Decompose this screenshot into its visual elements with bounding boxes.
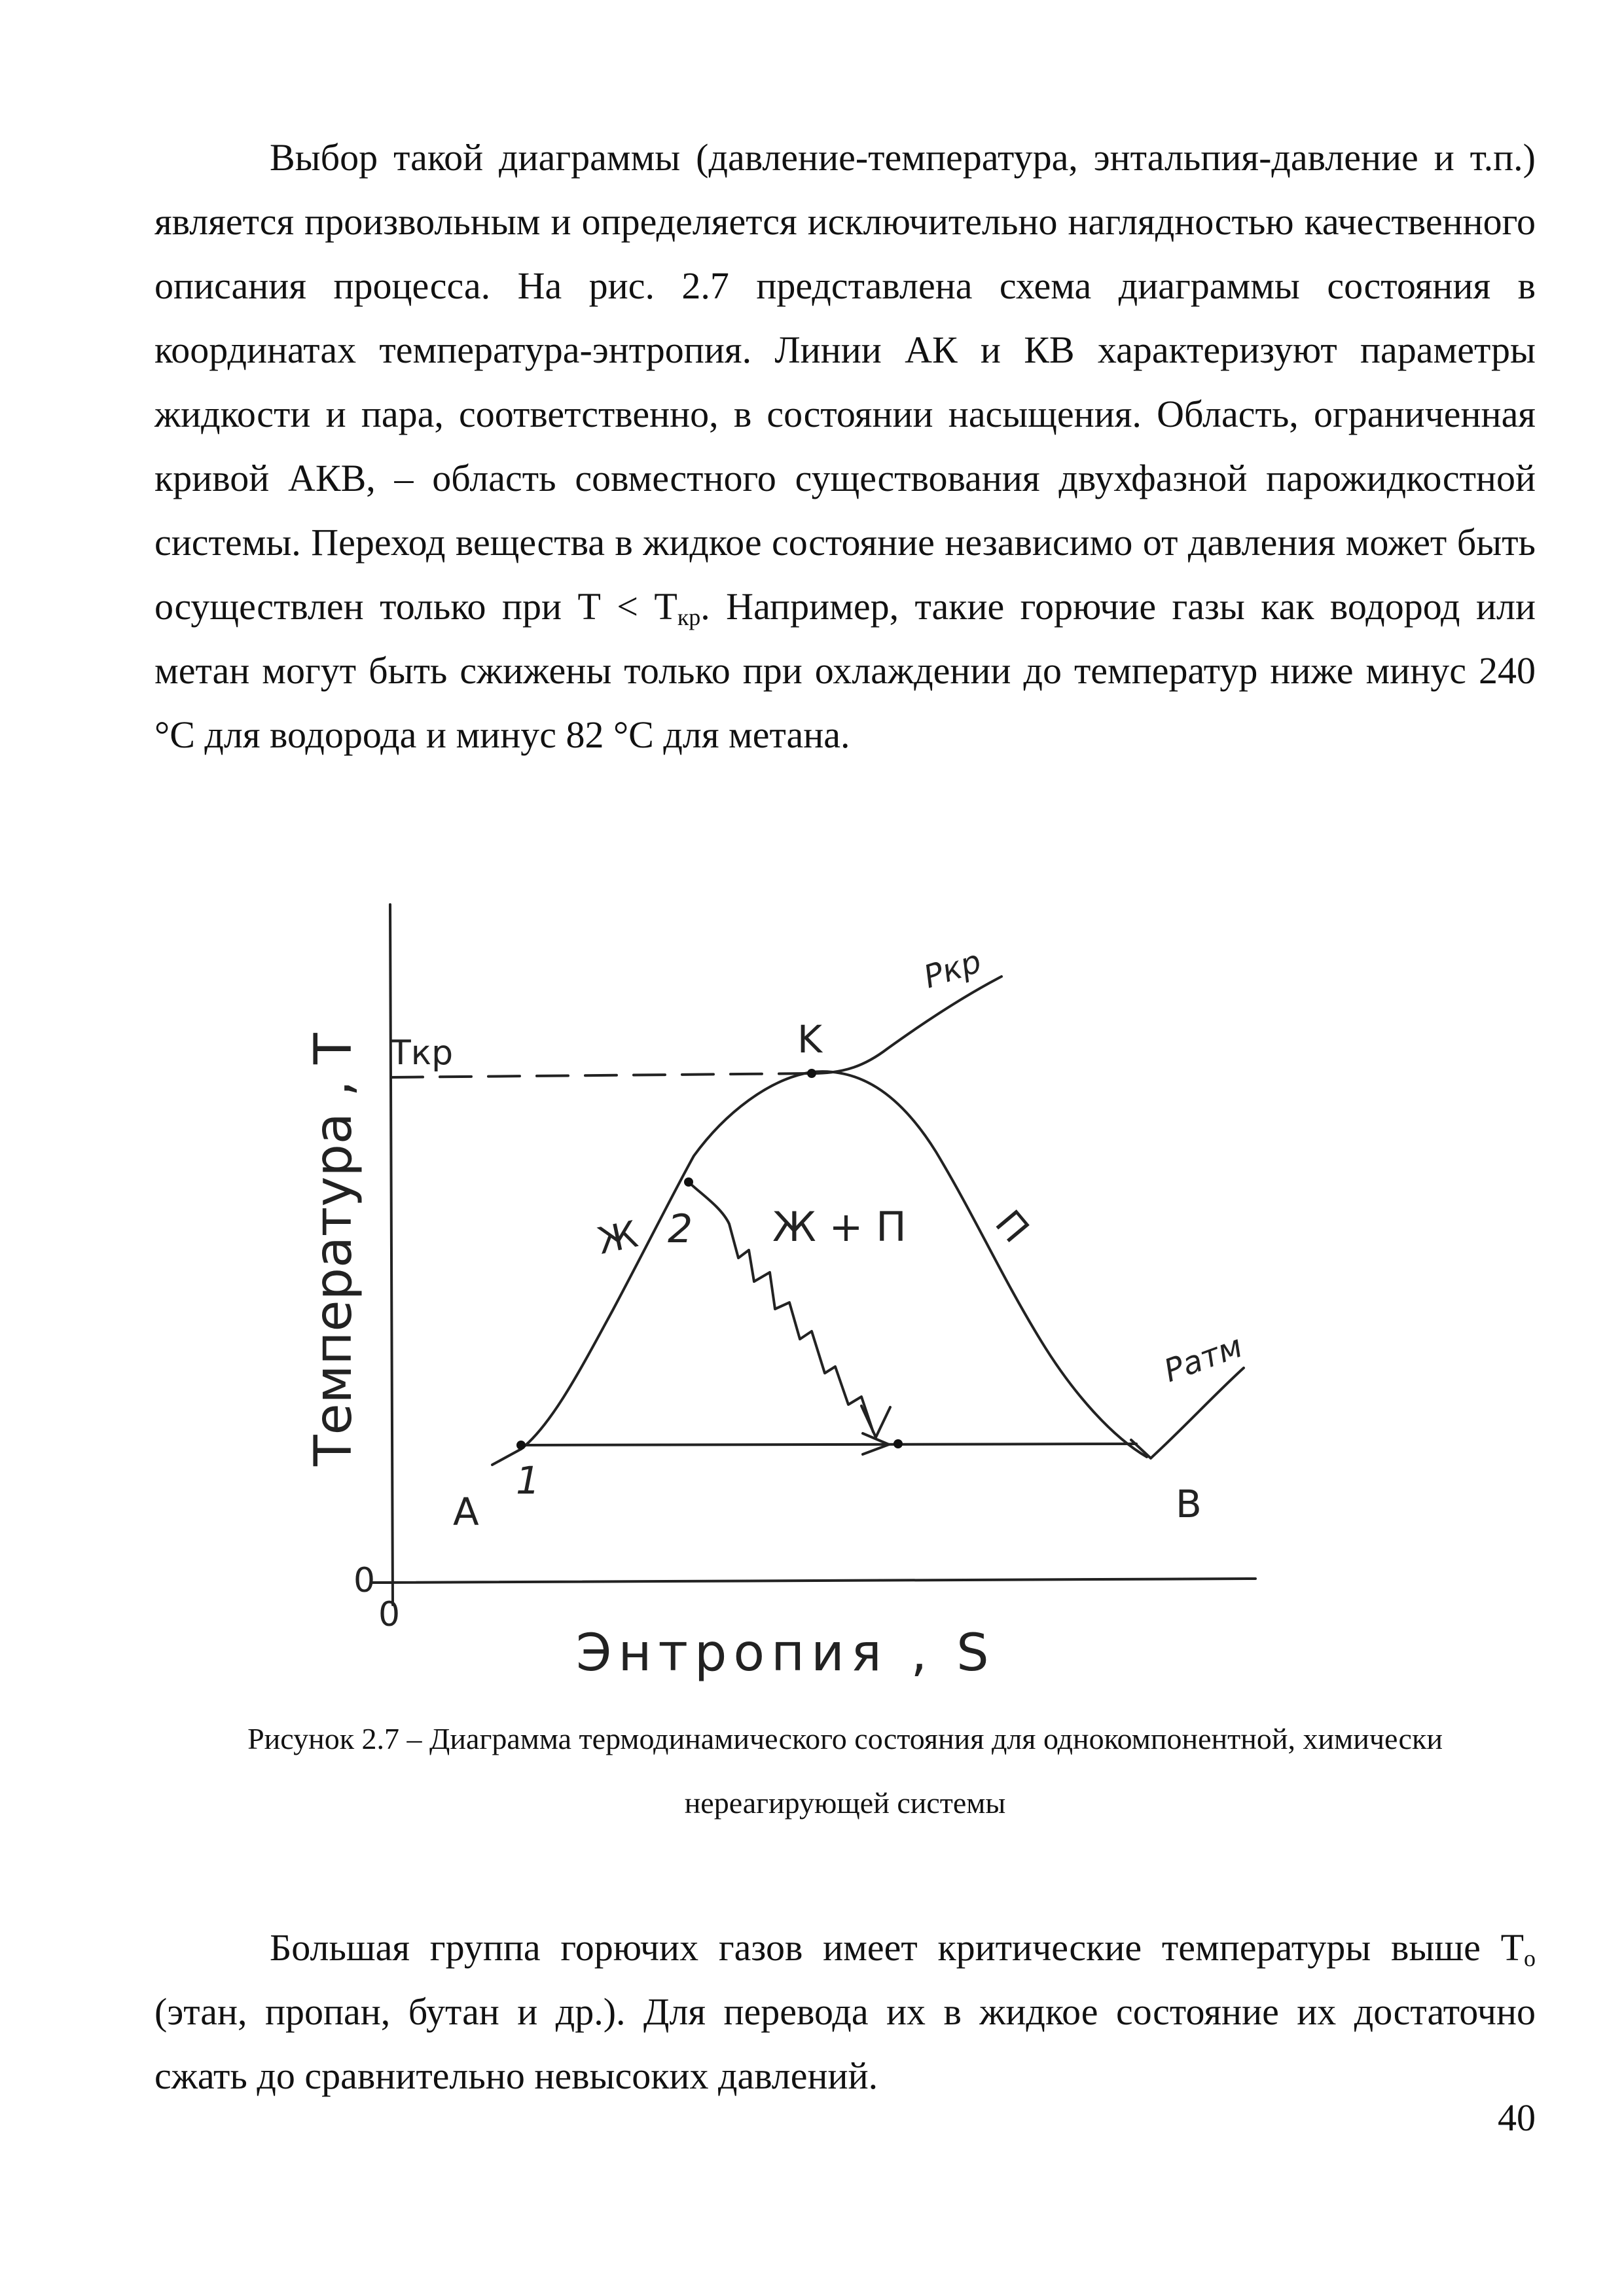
to-subscript: о [1524,1945,1536,1971]
page-number: 40 [1498,2096,1536,2139]
para1-text-a: Выбор такой диаграммы (давление-температура, энтальпия-давление и т.п.) является произвольным и определяется исключительно наглядностью качественного описания процесса. На рис. 2.7 представлена схема диаграммы состояния в координатах температура-энтропия. Линии АК и КВ характеризуют параметры жидкости и пара, соответственно, в состоянии насыщения. Область, ограниченная кривой АКВ, – область совместного существования двухфазной парожидкостной системы. Переход вещества в жидкое состояние независимо от давления может быть осуществлен только при Т < Т [154,136,1536,628]
two-phase-label: Ж + П [772,1203,907,1251]
para1-text-b: . Например, такие горючие газы как водород или метан могут быть сжижены только при охлаждении до температур ниже минус 240 °С для водорода и минус 82 °С для метана. [154,585,1536,756]
point-a-label: A [453,1490,479,1534]
point-1-label: 1 [516,1458,540,1503]
tkr-dashed-line [391,1073,810,1077]
liquid-label: Ж [594,1213,641,1263]
origin-y-label: 0 [353,1561,376,1600]
y-axis [390,905,393,1605]
point-b-label: B [1176,1482,1202,1526]
saturation-curve [492,1071,1147,1465]
vapor-label: П [986,1202,1038,1251]
pkr-label: Pкр [919,942,986,996]
para2-text-a: Большая группа горючих газов имеет критические температуры выше Т [270,1926,1525,1969]
para2-text-b: (этан, пропан, бутан и др.). Для перевода их в жидкое состояние их достаточно сжать до сравнительно невысоких давлений. [154,1990,1536,2097]
caption-line-1: Рисунок 2.7 – Диаграмма термодинамического состояния для однокомпонентной, химически [247,1722,1443,1755]
tkr-label: Tкр [390,1033,454,1073]
point-k-label: K [797,1017,823,1062]
point-k-dot [807,1069,816,1078]
pkr-isobar [813,977,1001,1073]
tkr-subscript: кр [677,603,701,630]
point-1-dot [516,1441,526,1450]
origin-x-label: 0 [378,1595,401,1634]
patm-isobar [1131,1368,1244,1458]
figure-caption [154,1707,1536,1835]
caption-line-2: нереагирующей системы [684,1786,1006,1820]
patm-label: Pатм [1159,1327,1248,1390]
wavy-arrow-head [861,1406,890,1437]
point-2-label: 2 [668,1206,693,1252]
body-paragraph-2 [154,1916,1536,2108]
point-2-dot [684,1177,693,1187]
x-axis [372,1579,1255,1583]
wavy-process-line [689,1182,873,1432]
process-line-1 [521,1444,1136,1445]
body-paragraph-1 [154,126,1536,767]
y-axis-label: Температура , Т [304,1033,363,1466]
process-arrow-head [863,1433,889,1454]
x-axis-label: Энтропия , S [576,1624,996,1683]
end-point-dot [893,1439,903,1448]
